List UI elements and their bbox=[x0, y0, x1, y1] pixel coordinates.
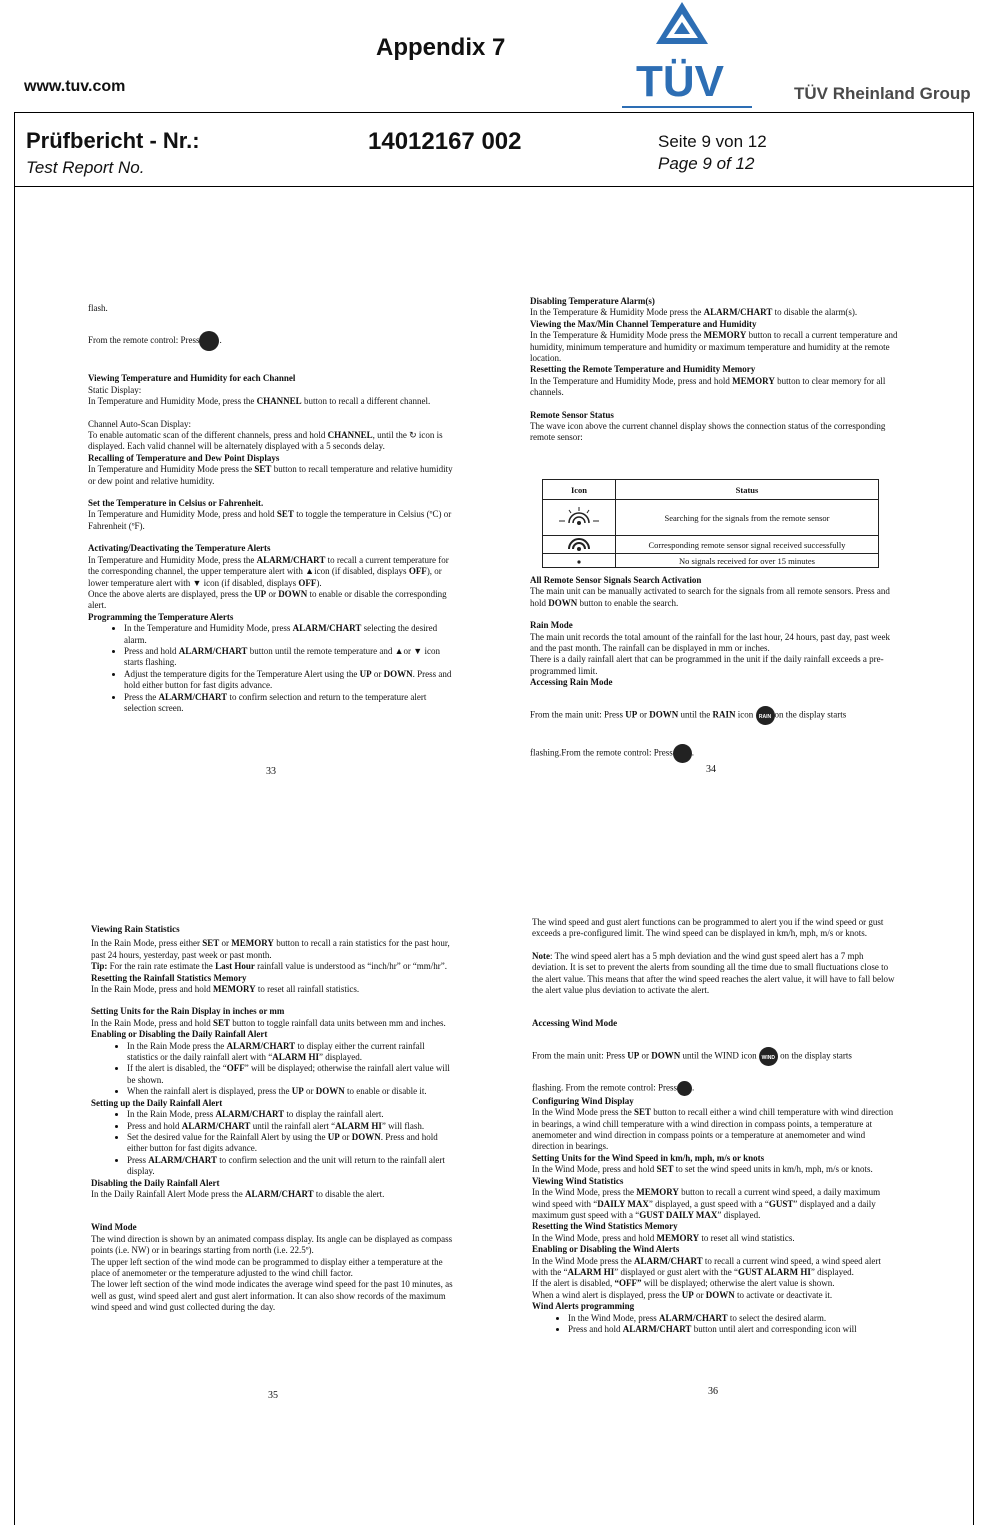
section-heading: Accessing Rain Mode bbox=[530, 677, 613, 688]
list-item: • Press and hold ALARM/CHART until the rainfall alert “ALARM HI” will flash. bbox=[127, 1121, 455, 1132]
header-divider bbox=[14, 186, 974, 187]
section-heading: Activating/Deactivating the Temperature Alerts bbox=[88, 543, 271, 554]
section-heading: Accessing Wind Mode bbox=[532, 1018, 618, 1029]
table-row bbox=[543, 554, 879, 568]
remote-button-icon bbox=[199, 331, 219, 351]
table-header: Status bbox=[616, 480, 879, 500]
paragraph: Note: The wind speed alert has a 5 mph deviation and the wind gust speed alert has a 7 mph deviation. It is set to prevent the alerts from sounding all the time due to small fluctuations close to the alert value. This means that after the wind speed reaches the alert value, it will have to fall below the alert value plus deviation to activate the alert. bbox=[532, 950, 895, 996]
no-signal-icon bbox=[543, 554, 616, 568]
paragraph: In the Temperature and Humidity Mode, press and hold MEMORY button to clear memory for all channels. bbox=[530, 375, 886, 398]
remote-button-icon bbox=[673, 744, 692, 763]
manual-page-35 bbox=[91, 924, 455, 1314]
manual-page-33 bbox=[88, 303, 460, 714]
paragraph: In the Rain Mode, press and hold MEMORY to reset all rainfall statistics. bbox=[91, 984, 360, 995]
bullet-list bbox=[91, 1109, 455, 1177]
section-heading: Wind Alerts programming bbox=[532, 1301, 635, 1312]
section-heading: Viewing Wind Statistics bbox=[532, 1175, 624, 1186]
paragraph: In Temperature and Humidity Mode, press and hold SET to toggle the temperature in Celsius (ºC) or Fahrenheit (ºF). bbox=[88, 509, 452, 531]
paragraph: The main unit can be manually activated to search for the signals from all remote sensors. Press and hold DOWN button to enable the search. bbox=[530, 586, 890, 608]
list-item: • Adjust the temperature digits for the Temperature Alert using the UP or DOWN. Press and hold either button for fast digits advance. bbox=[124, 669, 460, 692]
paragraph: In the Wind Mode, press and hold SET to set the wind speed units in km/h, mph, m/s or knots. bbox=[532, 1164, 873, 1175]
section-heading: Wind Mode bbox=[91, 1222, 137, 1233]
list-item: • Press the ALARM/CHART to confirm selection and return to the temperature alert selection screen. bbox=[124, 692, 460, 715]
website-url: www.tuv.com bbox=[24, 78, 126, 95]
section-heading: Set the Temperature in Celsius or Fahrenheit. bbox=[88, 498, 264, 509]
list-item: • Set the desired value for the Rainfall Alert by using the UP or DOWN. Press and hold either button for fast digits advance. bbox=[127, 1132, 455, 1155]
section-heading: Rain Mode bbox=[530, 620, 573, 631]
list-item: • Press ALARM/CHART to confirm selection and the unit will return to the rainfall alert display. bbox=[127, 1155, 455, 1178]
table-cell: Searching for the signals from the remote sensor bbox=[616, 500, 879, 536]
section-heading: Setting Units for the Rain Display in inches or mm bbox=[91, 1006, 285, 1017]
paragraph: In the Daily Rainfall Alert Mode press the ALARM/CHART to disable the alert. bbox=[91, 1188, 385, 1199]
paragraph: There is a daily rainfall alert that can be programmed in the unit if the daily rainfall exceeds a pre-programmed limit. bbox=[530, 654, 884, 676]
report-number: 14012167 002 bbox=[368, 128, 522, 155]
section-heading: Enabling or Disabling the Daily Rainfall Alert bbox=[91, 1029, 268, 1040]
paragraph: In Temperature and Humidity Mode, press the ALARM/CHART to recall a current temperature for the corresponding channel, the upper temperature alert with ▲icon (if disabled, displays OFF), or lower temperature alert with ▼ icon (if disabled, displays OFF). bbox=[88, 554, 449, 588]
section-heading: Viewing Temperature and Humidity for each Channel bbox=[88, 373, 296, 384]
manual-page-number: 36 bbox=[708, 1386, 718, 1397]
paragraph: In the Rain Mode, press and hold SET button to toggle rainfall data units between mm and inches. bbox=[91, 1017, 446, 1028]
list-item: • When the rainfall alert is displayed, press the UP or DOWN to enable or disable it. bbox=[127, 1086, 455, 1097]
page-number-de: Seite 9 von 12 bbox=[658, 132, 767, 151]
paragraph: Tip: For the rain rate estimate the Last Hour rainfall value is understood as “inch/hr” or “mm/hr”. bbox=[91, 961, 448, 972]
section-heading: Viewing the Max/Min Channel Temperature and Humidity bbox=[530, 318, 757, 329]
section-heading: Remote Sensor Status bbox=[530, 409, 614, 420]
paragraph: flashing.From the remote control: Press . bbox=[530, 744, 898, 763]
section-heading: All Remote Sensor Signals Search Activation bbox=[530, 575, 702, 585]
manual-page-36 bbox=[532, 917, 898, 1335]
paragraph: In Temperature and Humidity Mode, press the CHANNEL button to recall a different channel. bbox=[88, 396, 431, 407]
paragraph: From the main unit: Press UP or DOWN until the WIND icon WIND on the display starts bbox=[532, 1047, 898, 1066]
section-heading: Resetting the Wind Statistics Memory bbox=[532, 1221, 678, 1232]
wind-icon: WIND bbox=[759, 1047, 778, 1066]
table-cell: No signals received for over 15 minutes bbox=[616, 554, 879, 568]
section-heading: Disabling Temperature Alarm(s) bbox=[530, 296, 655, 306]
section-heading: Recalling of Temperature and Dew Point Displays bbox=[88, 452, 280, 463]
list-item: • Press and hold ALARM/CHART button until the remote temperature and ▲or ▼ icon starts flashing. bbox=[124, 646, 460, 669]
section-heading: Resetting the Remote Temperature and Humidity Memory bbox=[530, 364, 756, 375]
appendix-title: Appendix 7 bbox=[376, 34, 506, 61]
list-item: • If the alert is disabled, the “OFF” will be displayed; otherwise the rainfall alert value will be shown. bbox=[127, 1063, 455, 1086]
table-cell: Corresponding remote sensor signal received successfully bbox=[616, 536, 879, 554]
paragraph: Static Display: bbox=[88, 384, 142, 395]
text-line: flash. bbox=[88, 303, 108, 313]
section-heading: Enabling or Disabling the Wind Alerts bbox=[532, 1244, 680, 1255]
tuv-logo bbox=[620, 0, 760, 110]
paragraph: In the Rain Mode, press either SET or MEMORY button to recall a rain statistics for the past hour, past 24 hours, yesterday, past week or past month. bbox=[91, 938, 450, 960]
sensor-status-table bbox=[542, 479, 879, 568]
searching-wave-icon bbox=[543, 500, 616, 536]
paragraph: The main unit records the total amount of the rainfall for the last hour, 24 hours, past day, past week and the past month. The rainfall can be displayed in mm or inches. bbox=[530, 631, 890, 654]
list-item: • In the Rain Mode press the ALARM/CHART to display either the current rainfall statistics or the daily rainfall alert with “ALARM HI” displayed. bbox=[127, 1041, 455, 1064]
section-heading: Setting up the Daily Rainfall Alert bbox=[91, 1097, 223, 1108]
group-name: TÜV Rheinland Group bbox=[794, 84, 971, 103]
section-heading: Programming the Temperature Alerts bbox=[88, 611, 234, 622]
section-heading: Disabling the Daily Rainfall Alert bbox=[91, 1177, 220, 1188]
manual-page-number: 34 bbox=[706, 764, 716, 775]
table-header: Icon bbox=[543, 480, 616, 500]
section-heading: Setting Units for the Wind Speed in km/h, mph, m/s or knots bbox=[532, 1152, 765, 1163]
text-line: From the remote control: Press . bbox=[88, 331, 460, 351]
bullet-list bbox=[91, 1041, 455, 1098]
bullet-list bbox=[532, 1313, 898, 1336]
section-heading: Resetting the Rainfall Statistics Memory bbox=[91, 972, 247, 983]
list-item: • In the Temperature and Humidity Mode, press ALARM/CHART selecting the desired alarm. bbox=[124, 623, 460, 646]
paragraph: If the alert is disabled, “OFF” will be displayed; otherwise the alert value is shown. bbox=[532, 1278, 835, 1289]
paragraph: In Temperature and Humidity Mode press the SET button to recall temperature and relative humidity or dew point and relative humidity. bbox=[88, 464, 453, 486]
paragraph: In the Wind Mode press the SET button to recall either a wind chill temperature with wind direction in bearings, a wind chill temperature with a wind direction in compass points, a temperature at anemometer and wind direction in compass points or a temperature at anemometer and wind direction in bearings. bbox=[532, 1107, 894, 1152]
manual-page-number: 33 bbox=[266, 766, 276, 777]
paragraph: Once the above alerts are displayed, press the UP or DOWN to enable or disable the corresponding alert. bbox=[88, 588, 447, 611]
paragraph: In the Temperature & Humidity Mode press the MEMORY button to recall a current temperature and humidity, minimum temperature and humidity or maximum temperature and humidity at the remote location. bbox=[530, 330, 898, 364]
manual-page-number: 35 bbox=[268, 1390, 278, 1401]
paragraph: The wind speed and gust alert functions can be programmed to alert you if the wind speed or gust exceeds a pre-configured limit. The wind speed can be displayed in km/h, mph, m/s or knots. bbox=[532, 917, 884, 939]
list-item: • Press and hold ALARM/CHART button until alert and corresponding icon will bbox=[568, 1324, 898, 1335]
page-number-en: Page 9 of 12 bbox=[658, 154, 755, 173]
manual-page-34 bbox=[530, 296, 898, 444]
paragraph: The upper left section of the wind mode can be programmed to display either a temperature at the place of anemometer or the temperature adjusted to the wind chill factor. bbox=[91, 1256, 443, 1278]
paragraph: Channel Auto-Scan Display: bbox=[88, 418, 191, 429]
rain-icon: RAIN bbox=[756, 706, 775, 725]
signal-wave-icon bbox=[543, 536, 616, 554]
paragraph: In the Temperature & Humidity Mode press the ALARM/CHART to disable the alarm(s). bbox=[530, 307, 858, 318]
report-label-de: Prüfbericht - Nr.: bbox=[26, 128, 200, 153]
remote-button-icon bbox=[677, 1081, 692, 1096]
table-row bbox=[543, 500, 879, 536]
list-item: • In the Wind Mode, press ALARM/CHART to select the desired alarm. bbox=[568, 1313, 898, 1324]
paragraph: The lower left section of the wind mode indicates the average wind speed for the past 10 minutes, as well as gust, wind speed alert and gust alert information. It can also show records of the maximum wind speed and wind gust collected during the day. bbox=[91, 1279, 453, 1313]
paragraph: When a wind alert is displayed, press the UP or DOWN to activate or deactivate it. bbox=[532, 1289, 833, 1300]
paragraph: The wind direction is shown by an animated compass display. Its angle can be displayed as compass points (i.e. NW) or in bearings starting from north (i.e. 22.5º). bbox=[91, 1233, 453, 1256]
bullet-list bbox=[88, 623, 460, 714]
paragraph: In the Wind Mode, press the MEMORY button to recall a current wind speed, a daily maximum wind speed with “DAILY MAX” displayed, a gust speed with a “GUST” displayed and a daily maximum gust speed with a “GUST DAILY MAX” displayed. bbox=[532, 1187, 881, 1220]
table-row bbox=[543, 536, 879, 554]
paragraph: flashing. From the remote control: Press . bbox=[532, 1081, 898, 1096]
manual-page-34-lower bbox=[530, 575, 898, 763]
section-heading: Configuring Wind Display bbox=[532, 1095, 634, 1106]
paragraph: In the Wind Mode press the ALARM/CHART to recall a current wind speed, a wind speed alert with the “ALARM HI” displayed or gust alert with the “GUST ALARM HI” displayed. bbox=[532, 1255, 881, 1277]
paragraph: The wave icon above the current channel display shows the connection status of the corresponding remote sensor: bbox=[530, 421, 886, 443]
list-item: • In the Rain Mode, press ALARM/CHART to display the rainfall alert. bbox=[127, 1109, 455, 1120]
section-heading: Viewing Rain Statistics bbox=[91, 924, 180, 934]
tuv-logo-text: TÜV bbox=[636, 57, 724, 106]
paragraph: From the main unit: Press UP or DOWN until the RAIN icon RAIN on the display starts bbox=[530, 706, 898, 725]
paragraph: In the Wind Mode, press and hold MEMORY to reset all wind statistics. bbox=[532, 1232, 795, 1243]
report-label-en: Test Report No. bbox=[26, 158, 145, 177]
paragraph: To enable automatic scan of the different channels, press and hold CHANNEL, until the ↻ icon is displayed. Each valid channel will be alternately displayed with a 5 seconds delay. bbox=[88, 430, 443, 452]
